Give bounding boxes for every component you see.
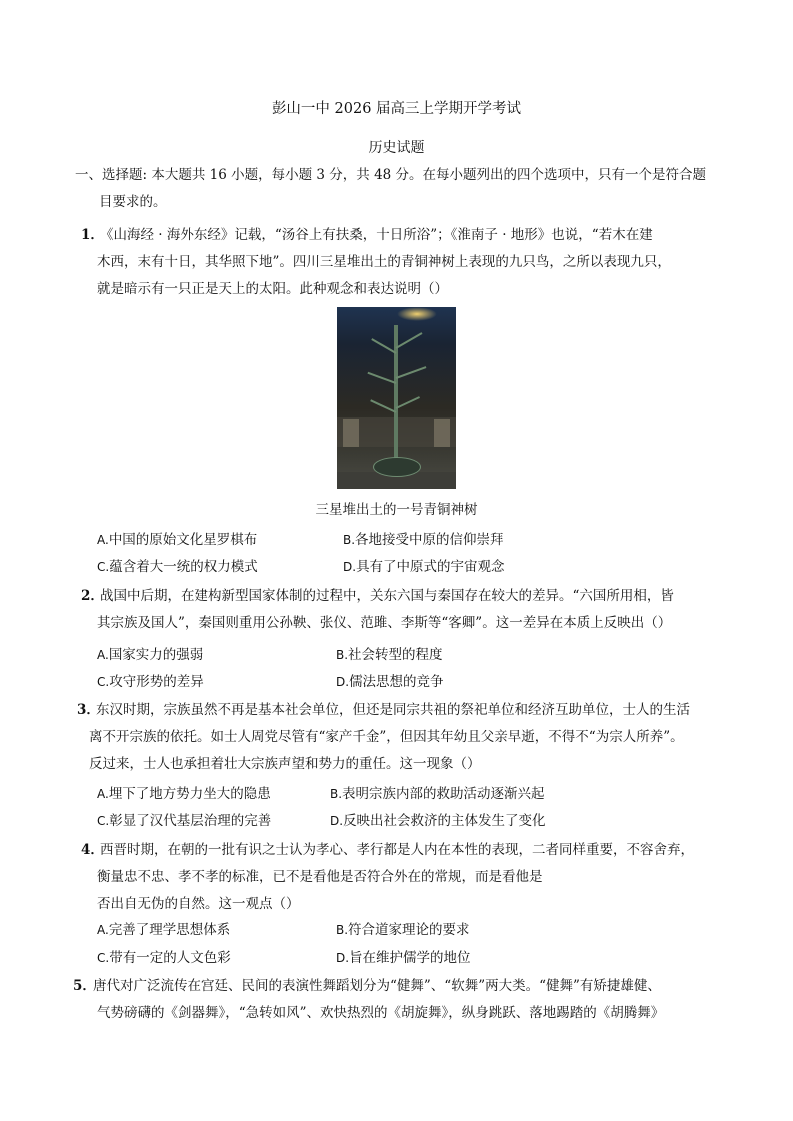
q2-option-b[interactable]: B.社会转型的程度 bbox=[336, 647, 443, 663]
figure-caption: 三星堆出土的一号青铜神树 bbox=[315, 502, 478, 518]
q3-option-b[interactable]: B.表明宗族内部的救助活动逐渐兴起 bbox=[330, 786, 545, 802]
q4-option-a[interactable]: A.完善了理学思想体系 bbox=[97, 922, 231, 938]
question-5-number: 5． bbox=[73, 978, 96, 994]
question-4-number: 4． bbox=[81, 842, 104, 858]
question-3-line1: 东汉时期，宗族虽然不再是基本社会单位，但还是同宗共祖的祭祀单位和经济互助单位，士人的生活 bbox=[96, 702, 690, 718]
q4-option-b[interactable]: B.符合道家理论的要求 bbox=[336, 922, 470, 938]
question-2-line2: 其宗族及国人”，秦国则重用公孙鞅、张仪、范雎、李斯等“客卿”。这一差异在本质上反映出（） bbox=[97, 615, 672, 631]
question-4-line1: 西晋时期，在朝的一批有识之士认为孝心、孝行都是人内在本性的表现，二者同样重要，不容舍弃， bbox=[100, 842, 694, 858]
section-instruction-line1: 一、选择题: 本大题共 16 小题，每小题 3 分，共 48 分。在每小题列出的四个选项中，只有一个是符合题 bbox=[75, 167, 707, 183]
question-5-line1: 唐代对广泛流传在宫廷、民间的表演性舞蹈划分为“健舞”、“软舞”两大类。“健舞”有矫捷雄健、 bbox=[93, 978, 661, 994]
question-2-number: 2． bbox=[81, 588, 104, 604]
question-3-number: 3． bbox=[77, 702, 100, 718]
q3-option-a[interactable]: A.埋下了地方势力坐大的隐患 bbox=[97, 786, 271, 802]
q2-option-d[interactable]: D.儒法思想的竞争 bbox=[336, 674, 444, 690]
q2-option-c[interactable]: C.攻守形势的差异 bbox=[97, 674, 204, 690]
exam-title: 彭山一中 2026 届高三上学期开学考试 bbox=[271, 101, 522, 117]
question-1-line2: 木西，末有十日，其华照下地”。四川三星堆出土的青铜神树上表现的九只鸟，之所以表现九只， bbox=[97, 254, 671, 270]
question-1-number: 1． bbox=[81, 227, 104, 243]
section-instruction-line2: 目要求的。 bbox=[99, 194, 167, 210]
question-1-line1: 《山海经 · 海外东经》记载，“汤谷上有扶桑，十日所浴”；《淮南子 · 地形》也说，“若木在建 bbox=[100, 227, 653, 243]
question-4-line2: 衡量忠不忠、孝不孝的标准，已不是看他是否符合外在的常规，而是看他是 bbox=[97, 869, 543, 885]
question-4-line3: 否出自无伪的自然。这一观点（） bbox=[97, 896, 300, 912]
question-1-line3: 就是暗示有一只正是天上的太阳。此种观念和表达说明（） bbox=[97, 281, 448, 297]
q1-option-a[interactable]: A.中国的原始文化星罗棋布 bbox=[97, 532, 258, 548]
question-3-line2: 离不开宗族的依托。如士人周党尽管有“家产千金”，但因其年幼且父亲早逝，不得不“为宗人所养”。 bbox=[89, 729, 684, 745]
q1-option-c[interactable]: C.蕴含着大一统的权力模式 bbox=[97, 559, 258, 575]
q2-option-a[interactable]: A.国家实力的强弱 bbox=[97, 647, 204, 663]
q4-option-c[interactable]: C.带有一定的人文色彩 bbox=[97, 950, 231, 966]
question-2-line1: 战国中后期，在建构新型国家体制的过程中，关东六国与秦国存在较大的差异。“六国所用相，皆 bbox=[100, 588, 674, 604]
q1-option-b[interactable]: B.各地接受中原的信仰崇拜 bbox=[343, 532, 504, 548]
q1-option-d[interactable]: D.具有了中原式的宇宙观念 bbox=[343, 559, 505, 575]
q4-option-d[interactable]: D.旨在维护儒学的地位 bbox=[336, 950, 471, 966]
exam-subtitle: 历史试题 bbox=[368, 140, 425, 156]
q3-option-d[interactable]: D.反映出社会救济的主体发生了变化 bbox=[330, 813, 546, 829]
q3-option-c[interactable]: C.彰显了汉代基层治理的完善 bbox=[97, 813, 272, 829]
question-5-line2: 气势磅礴的《剑器舞》，“急转如风”、欢快热烈的《胡旋舞》，纵身跳跃、落地踢踏的《胡腾舞》 bbox=[97, 1005, 665, 1021]
question-3-line3: 反过来，士人也承担着壮大宗族声望和势力的重任。这一现象（） bbox=[89, 756, 481, 772]
bronze-tree-photo bbox=[337, 307, 456, 489]
